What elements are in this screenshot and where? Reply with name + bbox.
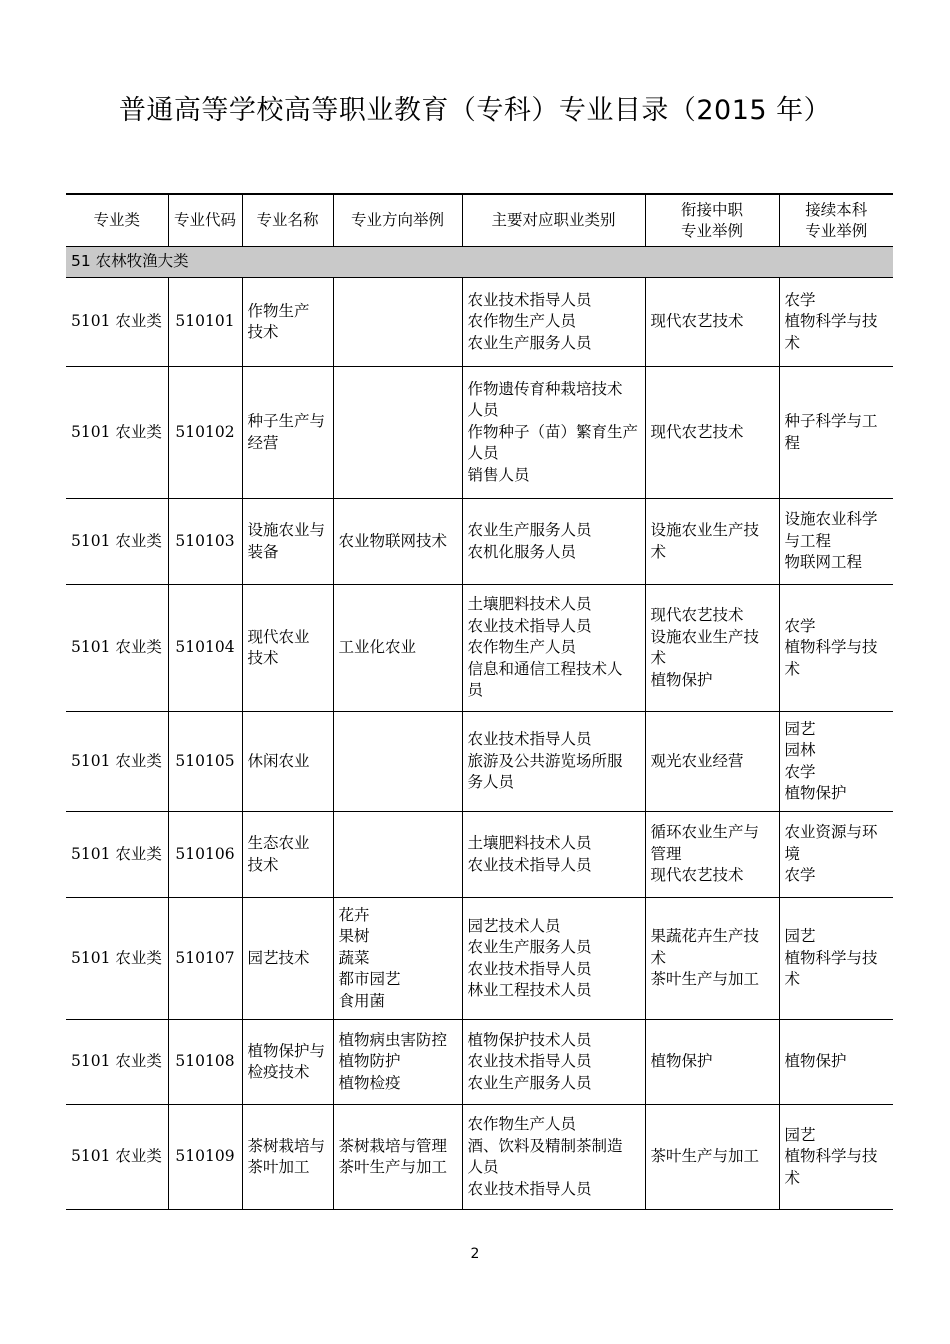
cell-line: 农业生产服务人员 <box>467 521 592 539</box>
secondary-cell <box>645 499 779 585</box>
cell-line: 农业生产服务人员 <box>467 1073 592 1092</box>
code-cell: 510106 <box>168 812 242 898</box>
cell-line: 农业技术指导人员 <box>467 290 592 309</box>
undergraduate-cell <box>779 499 893 585</box>
cell-line: 农作物生产人员 <box>467 312 577 331</box>
directions-cell <box>333 898 462 1020</box>
cell-line: 现代农艺技术 <box>650 422 744 441</box>
cell-line: 植物防护 <box>338 1052 401 1071</box>
cell-line: 销售人员 <box>467 465 530 484</box>
undergraduate-cell <box>779 1020 893 1105</box>
directions-cell <box>333 812 462 898</box>
cell-line: 技术 <box>247 649 279 667</box>
cell-line: 设施农业科学 <box>784 510 878 529</box>
category-cell: 5101 农业类 <box>66 499 168 585</box>
cell-line: 境 <box>784 844 801 863</box>
secondary-cell <box>645 278 779 367</box>
cell-line: 植物保护 <box>650 670 713 689</box>
name-cell <box>242 499 333 585</box>
cell-line: 种子生产与 <box>247 412 326 430</box>
cell-line: 技术 <box>247 855 279 874</box>
cell-line: 茶树栽培与管理 <box>338 1136 448 1155</box>
category-cell: 5101 农业类 <box>66 367 168 499</box>
name-cell <box>242 278 333 367</box>
cell-line: 园艺 <box>784 927 816 946</box>
category-cell: 5101 农业类 <box>66 585 168 712</box>
header-row <box>66 194 893 247</box>
cell-line: 现代农艺技术 <box>650 866 744 885</box>
group-row <box>66 247 893 278</box>
cell-line: 检疫技术 <box>247 1063 310 1081</box>
cell-line: 农机化服务人员 <box>467 542 577 561</box>
name-cell <box>242 585 333 712</box>
table-row <box>66 1105 893 1210</box>
cell-line: 植物科学与技 <box>784 638 878 657</box>
undergraduate-cell <box>779 712 893 812</box>
directions-cell <box>333 278 462 367</box>
cell-line: 旅游及公共游览场所服 <box>467 751 623 770</box>
name-cell <box>242 1020 333 1105</box>
secondary-cell <box>645 367 779 499</box>
cell-line: 农业技术指导人员 <box>467 1052 592 1071</box>
name-cell <box>242 712 333 812</box>
table-row <box>66 712 893 812</box>
code-cell: 510109 <box>168 1105 242 1210</box>
header-category: 专业类 <box>66 194 168 247</box>
code-cell: 510107 <box>168 898 242 1020</box>
directions-cell <box>333 585 462 712</box>
cell-line: 农业生产服务人员 <box>467 938 592 956</box>
cell-line: 设施农业生产技 <box>650 521 760 539</box>
cell-line: 农学 <box>784 866 816 885</box>
category-cell: 5101 农业类 <box>66 812 168 898</box>
undergraduate-cell <box>779 278 893 367</box>
occupations-cell <box>462 898 645 1020</box>
undergraduate-cell <box>779 1105 893 1210</box>
cell-line: 农业技术指导人员 <box>467 959 592 978</box>
cell-line: 茶叶生产与加工 <box>650 1147 760 1166</box>
secondary-cell <box>645 812 779 898</box>
cell-line: 食用菌 <box>338 991 386 1010</box>
cell-line: 人员 <box>467 401 499 420</box>
cell-line: 农学 <box>784 616 816 635</box>
cell-line: 观光农业经营 <box>650 751 744 770</box>
cell-line: 设施农业与 <box>247 521 326 539</box>
secondary-cell <box>645 1105 779 1210</box>
cell-line: 植物保护与 <box>247 1041 326 1060</box>
cell-line: 术 <box>784 1168 801 1187</box>
name-cell <box>242 367 333 499</box>
cell-line: 设施农业生产技 <box>650 627 760 646</box>
undergraduate-cell <box>779 898 893 1020</box>
cell-line: 园艺技术人员 <box>467 916 561 935</box>
cell-line: 术 <box>784 659 801 678</box>
undergraduate-cell <box>779 585 893 712</box>
secondary-cell <box>645 712 779 812</box>
code-cell: 510108 <box>168 1020 242 1105</box>
cell-line: 园艺 <box>784 719 816 738</box>
code-cell: 510103 <box>168 499 242 585</box>
cell-line: 作物种子（苗）繁育生产 <box>467 422 639 441</box>
name-cell <box>242 1105 333 1210</box>
cell-line: 土壤肥料技术人员 <box>467 595 592 614</box>
cell-line: 经营 <box>247 433 279 452</box>
cell-line: 生态农业 <box>247 834 310 852</box>
category-cell: 5101 农业类 <box>66 898 168 1020</box>
cell-line: 农学 <box>784 290 816 309</box>
cell-line: 务人员 <box>467 773 515 792</box>
occupations-cell <box>462 712 645 812</box>
cell-line: 农业技术指导人员 <box>467 855 592 874</box>
header-undergraduate: 接续本科 专业举例 <box>779 194 893 247</box>
cell-line: 茶树栽培与 <box>247 1136 326 1155</box>
name-cell <box>242 898 333 1020</box>
cell-line: 休闲农业 <box>247 751 310 770</box>
cell-line: 与工程 <box>784 531 832 550</box>
cell-line: 管理 <box>650 844 682 863</box>
directions-cell <box>333 1105 462 1210</box>
cell-line: 术 <box>784 333 801 352</box>
table-row <box>66 585 893 712</box>
table-row <box>66 812 893 898</box>
cell-line: 园艺 <box>784 1125 816 1144</box>
cell-line: 作物遗传育种栽培技术 <box>467 379 623 398</box>
occupations-cell <box>462 367 645 499</box>
cell-line: 植物检疫 <box>338 1073 401 1092</box>
cell-line: 蔬菜 <box>338 948 370 967</box>
code-cell: 510105 <box>168 712 242 812</box>
cell-line: 酒、饮料及精制茶制造 <box>467 1136 623 1155</box>
cell-line: 农业技术指导人员 <box>467 616 592 635</box>
code-cell: 510102 <box>168 367 242 499</box>
cell-line: 果树 <box>338 927 370 946</box>
table-row <box>66 499 893 585</box>
secondary-cell <box>645 898 779 1020</box>
occupations-cell <box>462 1105 645 1210</box>
directions-cell <box>333 499 462 585</box>
cell-line: 术 <box>650 542 667 561</box>
group-label: 51 农林牧渔大类 <box>66 247 893 278</box>
cell-line: 装备 <box>247 542 279 561</box>
cell-line: 农业物联网技术 <box>338 531 448 550</box>
cell-line: 作物生产 <box>247 301 310 320</box>
cell-line: 现代农业 <box>247 627 310 646</box>
cell-line: 术 <box>784 970 801 989</box>
cell-line: 程 <box>784 433 801 452</box>
page-title: 普通高等学校高等职业教育（专科）专业目录（2015 年） <box>118 95 832 126</box>
cell-line: 都市园艺 <box>338 970 401 989</box>
cell-line: 农业生产服务人员 <box>467 333 592 352</box>
occupations-cell <box>462 278 645 367</box>
cell-line: 人员 <box>467 444 499 463</box>
cell-line: 植物科学与技 <box>784 1147 878 1166</box>
cell-line: 土壤肥料技术人员 <box>467 834 592 852</box>
cell-line: 术 <box>650 649 667 667</box>
cell-line: 果蔬花卉生产技 <box>650 927 760 946</box>
cell-line: 植物保护技术人员 <box>467 1030 592 1049</box>
cell-line: 农业技术指导人员 <box>467 730 592 749</box>
undergraduate-cell <box>779 367 893 499</box>
catalog-table <box>66 193 893 1210</box>
cell-line: 茶叶加工 <box>247 1158 310 1176</box>
occupations-cell <box>462 812 645 898</box>
cell-line: 植物科学与技 <box>784 948 878 967</box>
directions-cell <box>333 1020 462 1105</box>
cell-line: 园林 <box>784 741 816 759</box>
header-secondary: 衔接中职 专业举例 <box>645 194 779 247</box>
directions-cell <box>333 367 462 499</box>
header-name: 专业名称 <box>242 194 333 247</box>
table-row <box>66 1020 893 1105</box>
cell-line: 循环农业生产与 <box>650 823 760 842</box>
secondary-cell <box>645 585 779 712</box>
cell-line: 花卉 <box>338 905 370 924</box>
occupations-cell <box>462 499 645 585</box>
cell-line: 农业资源与环 <box>784 823 878 842</box>
code-cell: 510101 <box>168 278 242 367</box>
cell-line: 现代农艺技术 <box>650 606 744 624</box>
cell-line: 信息和通信工程技术人 <box>467 659 623 678</box>
cell-line: 植物保护 <box>650 1052 713 1071</box>
cell-line: 林业工程技术人员 <box>467 981 592 999</box>
cell-line: 植物保护 <box>784 1052 847 1071</box>
cell-line: 农业技术指导人员 <box>467 1179 592 1198</box>
cell-line: 农作物生产人员 <box>467 1115 577 1133</box>
cell-line: 术 <box>650 948 667 967</box>
cell-line: 植物病虫害防控 <box>338 1030 448 1049</box>
cell-line: 现代农艺技术 <box>650 312 744 331</box>
cell-line: 植物保护 <box>784 784 847 802</box>
cell-line: 人员 <box>467 1158 499 1176</box>
category-cell: 5101 农业类 <box>66 278 168 367</box>
undergraduate-cell <box>779 812 893 898</box>
cell-line: 种子科学与工 <box>784 412 878 430</box>
occupations-cell <box>462 1020 645 1105</box>
cell-line: 技术 <box>247 323 279 341</box>
cell-line: 农作物生产人员 <box>467 638 577 657</box>
cell-line: 员 <box>467 681 484 700</box>
header-code: 专业代码 <box>168 194 242 247</box>
cell-line: 园艺技术 <box>247 948 310 967</box>
cell-line: 茶叶生产与加工 <box>650 970 760 989</box>
occupations-cell <box>462 585 645 712</box>
category-cell: 5101 农业类 <box>66 1105 168 1210</box>
table-row <box>66 278 893 367</box>
header-occupations: 主要对应职业类别 <box>462 194 645 247</box>
category-cell: 5101 农业类 <box>66 712 168 812</box>
cell-line: 植物科学与技 <box>784 312 878 331</box>
header-directions: 专业方向举例 <box>333 194 462 247</box>
name-cell <box>242 812 333 898</box>
table-row <box>66 367 893 499</box>
page-number: 2 <box>470 1246 480 1262</box>
cell-line: 农学 <box>784 762 816 781</box>
table-row <box>66 898 893 1020</box>
cell-line: 工业化农业 <box>338 638 417 657</box>
secondary-cell <box>645 1020 779 1105</box>
cell-line: 茶叶生产与加工 <box>338 1158 448 1176</box>
code-cell: 510104 <box>168 585 242 712</box>
directions-cell <box>333 712 462 812</box>
category-cell: 5101 农业类 <box>66 1020 168 1105</box>
cell-line: 物联网工程 <box>784 553 863 572</box>
